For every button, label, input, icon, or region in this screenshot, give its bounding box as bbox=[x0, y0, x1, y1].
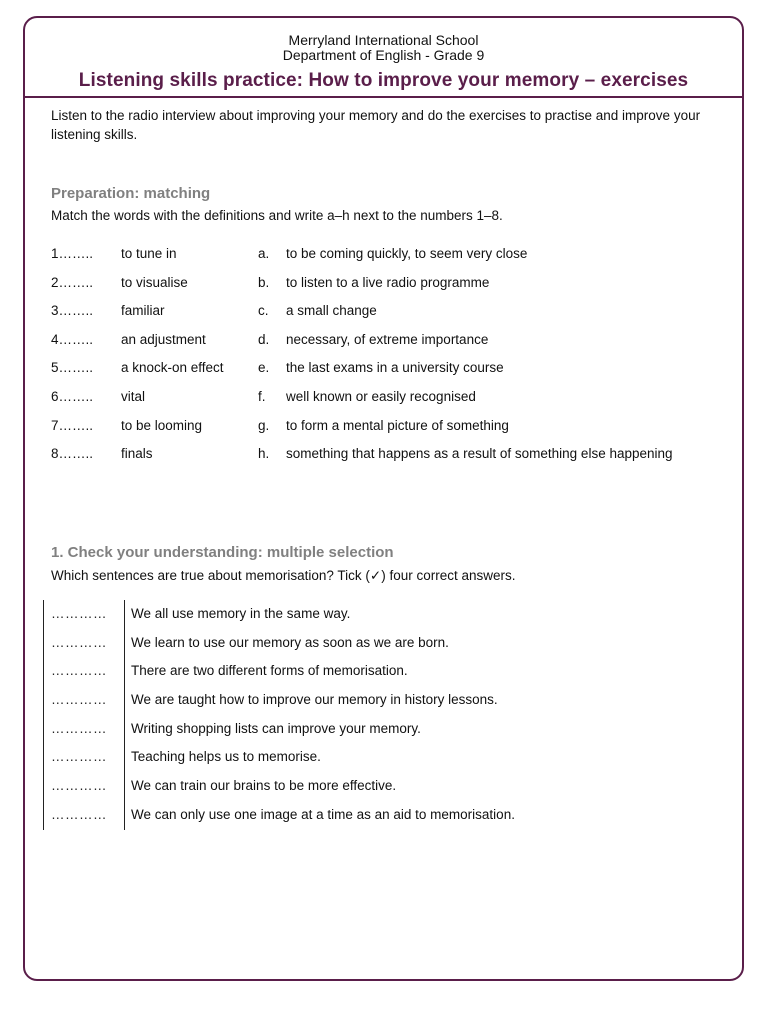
matching-list bbox=[51, 244, 741, 473]
match-word: to visualise bbox=[121, 274, 188, 290]
column-divider bbox=[124, 743, 125, 772]
answer-blank[interactable]: 5…….. bbox=[51, 360, 94, 376]
page-frame bbox=[23, 16, 744, 981]
tick-row bbox=[44, 686, 664, 715]
statement-text: We learn to use our memory as soon as we are born. bbox=[131, 634, 449, 650]
match-letter: e. bbox=[258, 360, 270, 376]
matching-row bbox=[51, 444, 741, 473]
matching-row bbox=[51, 330, 741, 359]
match-definition: something that happens as a result of something else happening bbox=[286, 446, 673, 462]
match-letter: g. bbox=[258, 417, 270, 433]
tick-row bbox=[44, 629, 664, 658]
match-letter: h. bbox=[258, 446, 270, 462]
answer-blank[interactable]: 4…….. bbox=[51, 331, 94, 347]
tick-table bbox=[43, 600, 664, 830]
matching-row bbox=[51, 358, 741, 387]
statement-text: We all use memory in the same way. bbox=[131, 606, 351, 621]
match-definition: a small change bbox=[286, 303, 377, 319]
tick-blank[interactable]: ………… bbox=[51, 606, 107, 621]
statement-text: We can only use one image at a time as an aid to memorisation. bbox=[131, 806, 515, 822]
tick-blank[interactable]: ………… bbox=[51, 749, 107, 765]
match-word: familiar bbox=[121, 303, 165, 319]
page-title: Listening skills practice: How to improve your memory – exercises bbox=[78, 70, 689, 91]
school-name: Merryland International School bbox=[288, 32, 479, 48]
answer-blank[interactable]: 8…….. bbox=[51, 446, 94, 462]
worksheet-header bbox=[25, 18, 742, 98]
statement-text: We are taught how to improve our memory in history lessons. bbox=[131, 692, 498, 708]
matching-row bbox=[51, 416, 741, 445]
statement-text: There are two different forms of memorisation. bbox=[131, 663, 408, 679]
match-definition: well known or easily recognised bbox=[286, 388, 476, 404]
tick-blank[interactable]: ………… bbox=[51, 692, 107, 708]
column-divider bbox=[124, 715, 125, 744]
answer-blank[interactable]: 3…….. bbox=[51, 303, 94, 319]
answer-blank[interactable]: 1…….. bbox=[51, 246, 94, 261]
match-word: finals bbox=[121, 446, 153, 462]
match-word: to be looming bbox=[121, 417, 203, 433]
tick-row bbox=[44, 715, 664, 744]
match-definition: the last exams in a university course bbox=[286, 360, 504, 376]
matching-row bbox=[51, 301, 741, 330]
statement-text: We can train our brains to be more effective. bbox=[131, 778, 397, 794]
matching-row bbox=[51, 387, 741, 416]
match-definition: necessary, of extreme importance bbox=[286, 331, 489, 347]
column-divider bbox=[124, 629, 125, 658]
tick-row bbox=[44, 772, 664, 801]
tick-row bbox=[44, 743, 664, 772]
match-letter: b. bbox=[258, 274, 270, 290]
tick-blank[interactable]: ………… bbox=[51, 806, 107, 822]
intro-text: Listen to the radio interview about improving your memory and do the exercises to practise and improve your listening skills. bbox=[51, 108, 701, 142]
match-letter: d. bbox=[258, 331, 270, 347]
section1-heading: 1. Check your understanding: multiple selection bbox=[51, 544, 394, 561]
answer-blank[interactable]: 7…….. bbox=[51, 417, 94, 433]
column-divider bbox=[124, 600, 125, 629]
matching-row bbox=[51, 244, 741, 273]
match-word: to tune in bbox=[121, 246, 177, 261]
tick-blank[interactable]: ………… bbox=[51, 663, 107, 679]
match-letter: f. bbox=[258, 388, 266, 404]
column-divider bbox=[124, 657, 125, 686]
column-divider bbox=[124, 772, 125, 801]
department-name: Department of English - Grade 9 bbox=[282, 47, 485, 63]
column-divider bbox=[124, 801, 125, 830]
tick-row bbox=[44, 600, 664, 629]
tick-row bbox=[44, 657, 664, 686]
match-letter: c. bbox=[258, 303, 269, 319]
column-divider bbox=[124, 686, 125, 715]
tick-blank[interactable]: ………… bbox=[51, 634, 107, 650]
section1-instruction: Which sentences are true about memorisation? Tick (✓) four correct answers. bbox=[51, 568, 516, 583]
statement-text: Teaching helps us to memorise. bbox=[131, 749, 321, 765]
tick-blank[interactable]: ………… bbox=[51, 778, 107, 794]
match-definition: to listen to a live radio programme bbox=[286, 274, 490, 290]
preparation-heading: Preparation: matching bbox=[51, 185, 211, 202]
tick-blank[interactable]: ………… bbox=[51, 720, 107, 736]
matching-row bbox=[51, 273, 741, 302]
statement-text: Writing shopping lists can improve your memory. bbox=[131, 720, 421, 736]
answer-blank[interactable]: 2…….. bbox=[51, 274, 94, 290]
match-definition: to be coming quickly, to seem very close bbox=[286, 246, 528, 261]
match-letter: a. bbox=[258, 246, 270, 261]
preparation-instruction: Match the words with the definitions and write a–h next to the numbers 1–8. bbox=[51, 208, 503, 223]
tick-row bbox=[44, 801, 664, 830]
match-word: an adjustment bbox=[121, 331, 206, 347]
answer-blank[interactable]: 6…….. bbox=[51, 388, 94, 404]
match-word: a knock-on effect bbox=[121, 360, 224, 376]
match-word: vital bbox=[121, 388, 146, 404]
match-definition: to form a mental picture of something bbox=[286, 417, 509, 433]
